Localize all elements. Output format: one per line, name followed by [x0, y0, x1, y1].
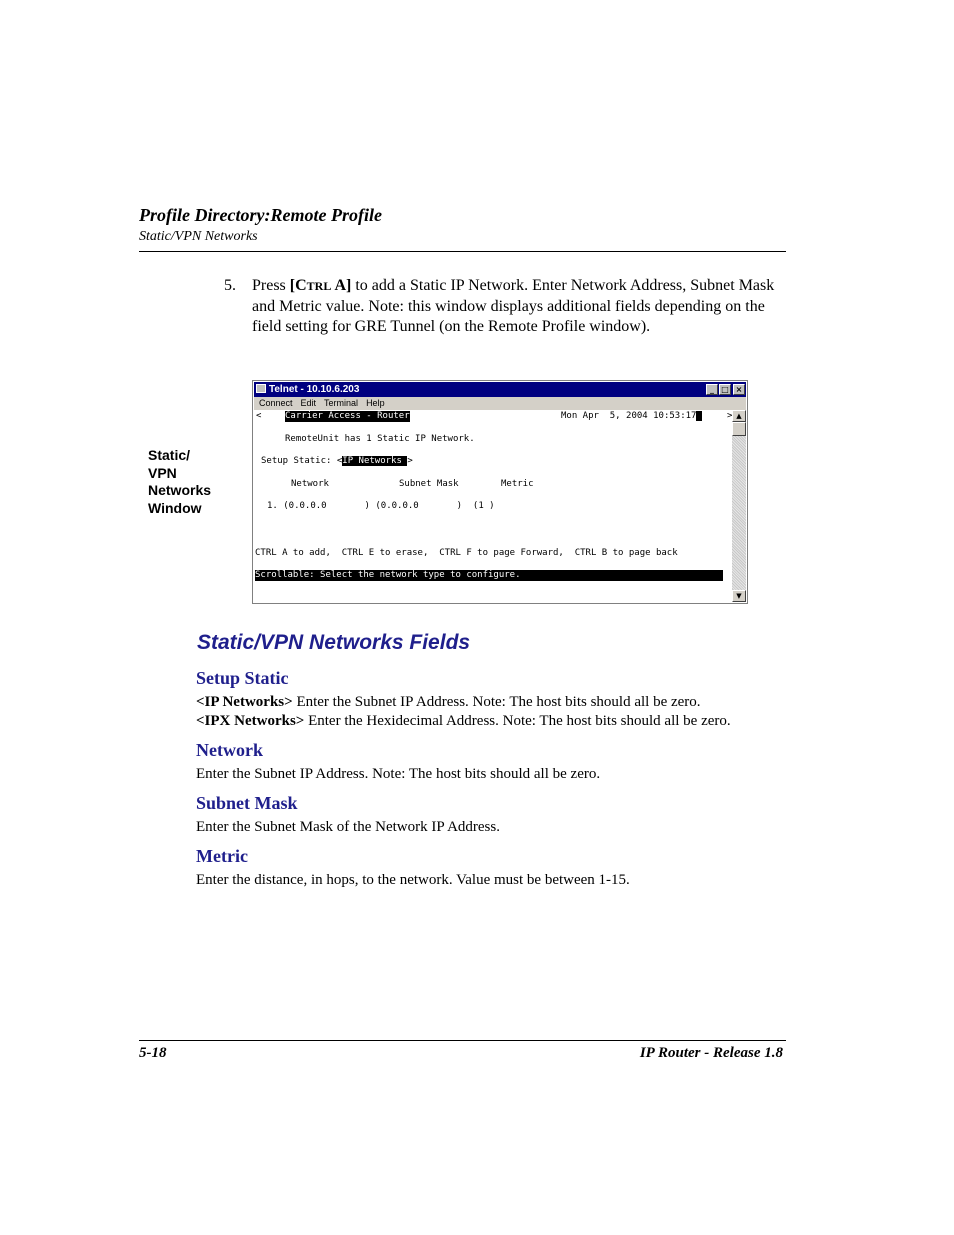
step-body: to add a Static IP Network. Enter Network Address, Subnet Mask and Metric value. Note: this window displays additional fields depending on the field setting for GRE Tunnel (on the Remote Profile window). — [252, 277, 775, 335]
term-banner: Carrier Access - Router — [285, 411, 410, 421]
window-titlebar — [254, 382, 746, 397]
step-text — [252, 276, 784, 338]
scroll-down-icon[interactable]: ▼ — [732, 590, 746, 602]
term-col-mask: Subnet Mask — [399, 479, 459, 489]
field-text-subnet-mask: Enter the Subnet Mask of the Network IP Address. — [196, 819, 500, 835]
running-header-title: Profile Directory:Remote Profile — [139, 205, 382, 225]
footer-rule — [139, 1040, 786, 1041]
term-col-network: Network — [291, 479, 329, 489]
term-col-metric: Metric — [501, 479, 534, 489]
step-paragraph — [224, 276, 784, 338]
menu-help[interactable]: Help — [366, 398, 385, 408]
maximize-icon[interactable]: □ — [719, 384, 731, 395]
caption-line: Networks — [148, 482, 212, 498]
close-icon[interactable]: × — [733, 384, 745, 395]
step-number: 5. — [224, 277, 236, 294]
caption-line: Static/ — [148, 447, 191, 463]
term-network-row[interactable]: 1. (0.0.0.0 ) (0.0.0.0 ) (1 ) — [267, 501, 495, 511]
field-heading-metric: Metric — [196, 846, 248, 866]
term-datetime: Mon Apr 5, 2004 10:53:17 — [561, 411, 702, 422]
footer-product: IP Router - Release 1.8 — [639, 1045, 783, 1061]
window-title: Telnet - 10.10.6.203 — [269, 384, 360, 395]
term-help-line: CTRL A to add, CTRL E to erase, CTRL F to page Forward, CTRL B to page back — [255, 548, 678, 558]
term-setup-static: Setup Static: <IP Networks > — [261, 456, 413, 466]
key-ctrl-a: [CTRL A] — [289, 277, 352, 294]
page-number: 5-18 — [139, 1045, 167, 1061]
scroll-up-icon[interactable]: ▲ — [732, 410, 746, 422]
field-text-ipx-networks: <IPX Networks> Enter the Hexidecimal Address. Note: The host bits should all be zero. — [196, 713, 731, 729]
running-header-subtitle: Static/VPN Networks — [139, 229, 258, 244]
section-title: Static/VPN Networks Fields — [197, 631, 471, 654]
minimize-icon[interactable]: _ — [706, 384, 718, 395]
field-heading-network: Network — [196, 740, 263, 760]
menu-connect[interactable]: Connect — [259, 398, 293, 408]
telnet-app-icon — [256, 384, 266, 393]
field-text-ip-networks: <IP Networks> Enter the Subnet IP Address. Note: The host bits should all be zero. — [196, 694, 701, 710]
term-status-line: Scrollable: Select the network type to configure. — [255, 570, 723, 581]
window-menubar — [254, 397, 746, 410]
figure-side-caption — [148, 447, 211, 517]
telnet-window — [252, 380, 748, 604]
field-heading-setup-static: Setup Static — [196, 668, 289, 688]
term-remote-msg: RemoteUnit has 1 Static IP Network. — [285, 434, 475, 444]
setup-static-select[interactable]: IP Networks — [342, 456, 408, 466]
scroll-thumb[interactable] — [732, 422, 746, 436]
caption-line: Window — [148, 499, 202, 516]
field-heading-subnet-mask: Subnet Mask — [196, 793, 298, 813]
step-pre: Press — [252, 277, 290, 294]
caption-line: VPN — [148, 464, 177, 481]
window-scrollbar[interactable] — [732, 410, 746, 602]
menu-terminal[interactable]: Terminal — [324, 398, 359, 408]
header-rule — [139, 251, 786, 252]
field-text-network: Enter the Subnet IP Address. Note: The host bits should all be zero. — [196, 766, 601, 782]
term-gt: > — [727, 411, 733, 421]
field-text-metric: Enter the distance, in hops, to the network. Value must be between 1-15. — [196, 872, 630, 888]
term-lt: < — [256, 411, 262, 421]
menu-edit[interactable]: Edit — [300, 398, 317, 408]
